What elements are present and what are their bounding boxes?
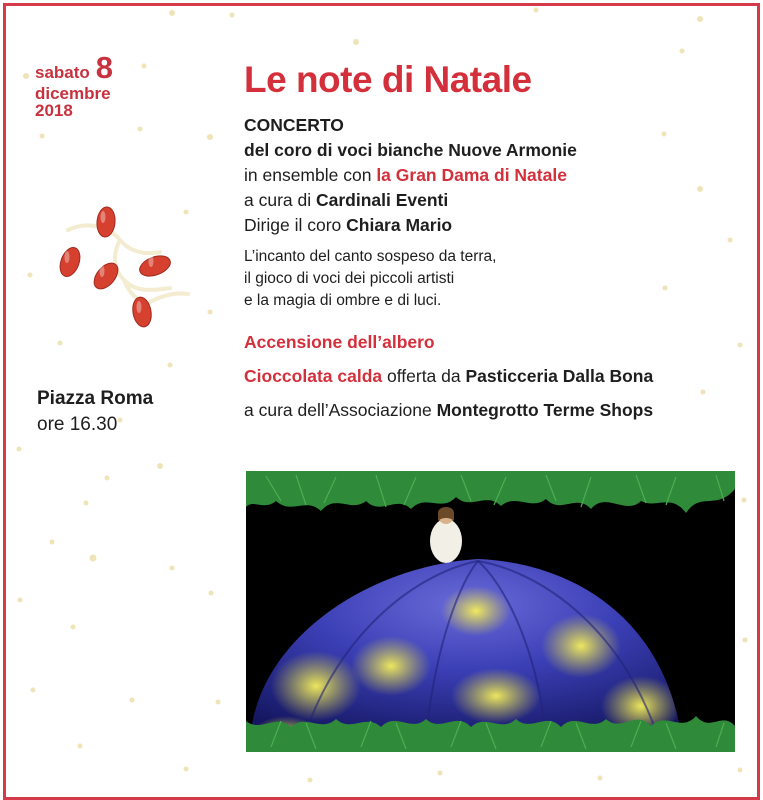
association-line [244, 393, 744, 427]
curated-prefix: a cura di [244, 190, 316, 210]
date-year: 2018 [35, 101, 73, 121]
bakery-name: Pasticceria Dalla Bona [465, 366, 654, 386]
event-content [244, 56, 744, 427]
association-prefix: a cura dell’Associazione [244, 400, 437, 420]
event-extras [244, 325, 744, 427]
choir-line: del coro di voci bianche Nuove Armonie [244, 140, 577, 160]
event-photo [246, 471, 735, 752]
ensemble-prefix: in ensemble con [244, 165, 377, 185]
description-line: L’incanto del canto sospeso da terra, [244, 248, 497, 265]
chocolate-label: Cioccolata calda [244, 366, 383, 386]
concert-info [244, 113, 744, 238]
conductor-name: Chiara Mario [346, 215, 453, 235]
event-location [37, 386, 153, 438]
curated-by: Cardinali Eventi [315, 190, 449, 210]
place-name: Piazza Roma [37, 388, 154, 409]
christmas-lights-icon [50, 200, 200, 340]
concert-label: CONCERTO [244, 115, 344, 135]
chocolate-offered: offerta da [382, 366, 466, 386]
event-time: ore 16.30 [37, 414, 118, 435]
date-weekday: sabato [35, 63, 90, 82]
gran-dama-illustration [246, 471, 735, 752]
date-day: 8 [95, 50, 113, 85]
ensemble-name: la Gran Dama di Natale [376, 165, 567, 185]
curated-line [244, 188, 744, 213]
event-date [35, 52, 112, 120]
conductor-line [244, 213, 744, 238]
description-line: il gioco di voci dei piccoli artisti [244, 270, 455, 287]
tree-lighting: Accensione dell’albero [244, 332, 435, 352]
date-month: dicembre [35, 83, 111, 103]
description-line: e la magia di ombre e di luci. [244, 292, 442, 309]
event-title: Le note di Natale [244, 59, 532, 100]
ensemble-line [244, 163, 744, 188]
event-description [244, 246, 744, 312]
chocolate-line [244, 359, 744, 393]
association-name: Montegrotto Terme Shops [436, 400, 654, 420]
conductor-prefix: Dirige il coro [244, 215, 347, 235]
